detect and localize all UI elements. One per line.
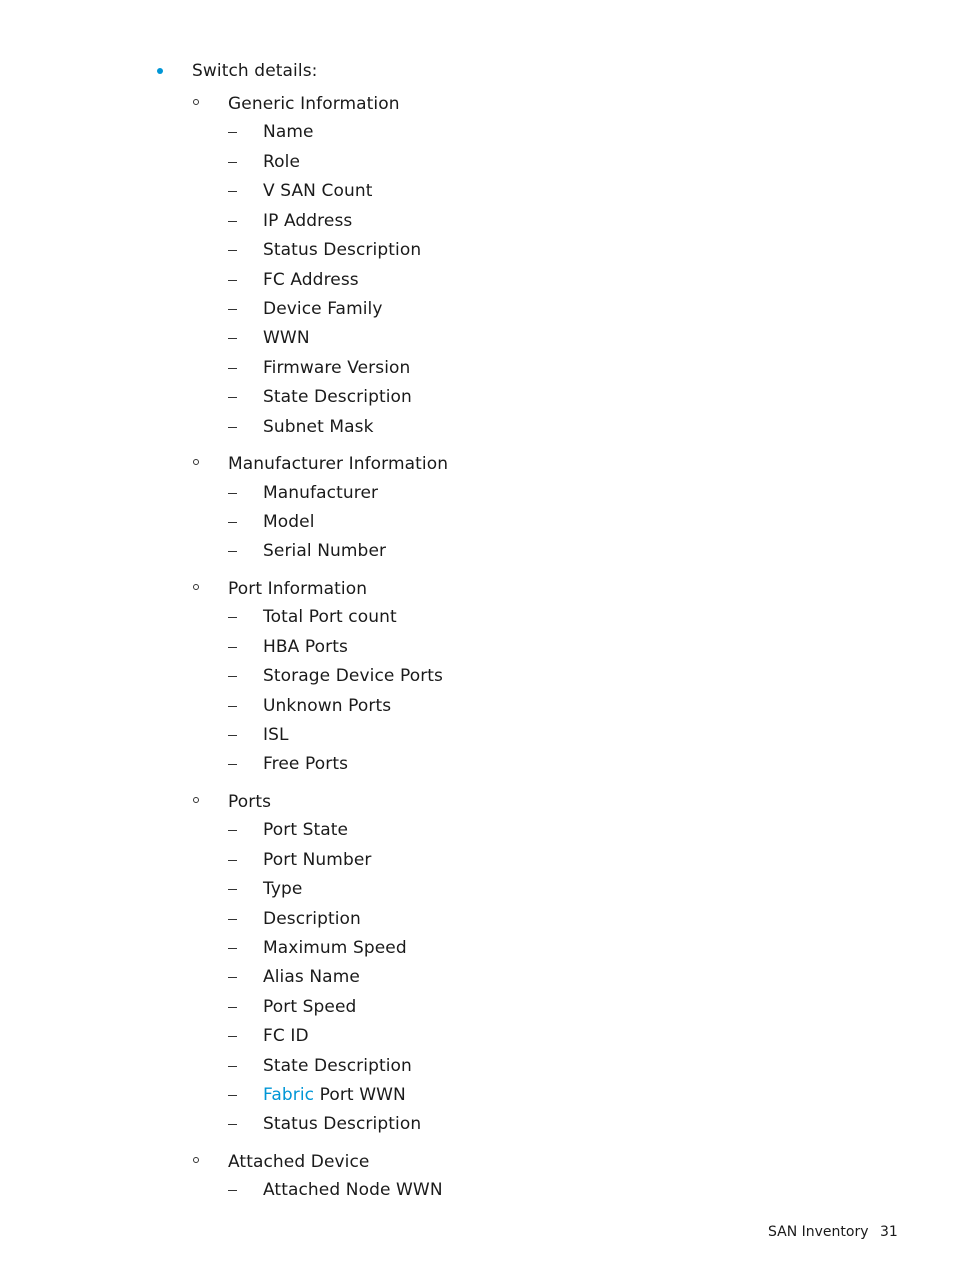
dash-icon <box>228 132 237 133</box>
list-item: Role <box>263 152 301 172</box>
footer-section-name: SAN Inventory <box>768 1224 869 1240</box>
dash-icon <box>228 647 237 648</box>
sub-bullet-icon <box>193 584 199 590</box>
dash-icon <box>228 830 237 831</box>
dash-icon <box>228 250 237 251</box>
dash-icon <box>228 427 237 428</box>
list-item: Serial Number <box>263 541 387 561</box>
sub-bullet-icon <box>193 99 199 105</box>
dash-icon <box>228 397 237 398</box>
dash-icon <box>228 1190 237 1191</box>
dash-icon <box>228 280 237 281</box>
dash-icon <box>228 977 237 978</box>
dash-icon <box>228 860 237 861</box>
group-title-generic-information: Generic Information <box>228 94 400 114</box>
list-item: V SAN Count <box>263 181 373 201</box>
dash-icon <box>228 493 237 494</box>
list-item: WWN <box>263 328 310 348</box>
list-item: Firmware Version <box>263 358 411 378</box>
dash-icon <box>228 522 237 523</box>
dash-icon <box>228 617 237 618</box>
list-item: Port Number <box>263 850 372 870</box>
list-item: HBA Ports <box>263 637 348 657</box>
group-title-manufacturer-information: Manufacturer Information <box>228 454 449 474</box>
dash-icon <box>228 764 237 765</box>
list-item: FC Address <box>263 270 359 290</box>
list-item: Storage Device Ports <box>263 666 444 686</box>
list-item: Name <box>263 122 314 142</box>
dash-icon <box>228 1124 237 1125</box>
sub-bullet-icon <box>193 1157 199 1163</box>
group-title-port-information: Port Information <box>228 579 368 599</box>
dash-icon <box>228 1007 237 1008</box>
dash-icon <box>228 338 237 339</box>
dash-icon <box>228 676 237 677</box>
bullet-icon <box>157 68 163 74</box>
dash-icon <box>228 162 237 163</box>
list-item: Device Family <box>263 299 383 319</box>
list-item: Subnet Mask <box>263 417 374 437</box>
dash-icon <box>228 551 237 552</box>
fabric-port-wwn-rest: Port WWN <box>314 1085 406 1105</box>
dash-icon <box>228 706 237 707</box>
dash-icon <box>228 309 237 310</box>
list-item: ISL <box>263 725 289 745</box>
dash-icon <box>228 919 237 920</box>
list-item: Port State <box>263 820 349 840</box>
sub-bullet-icon <box>193 459 199 465</box>
list-item: Model <box>263 512 315 532</box>
list-item: Type <box>263 879 303 899</box>
dash-icon <box>228 1036 237 1037</box>
list-item: Total Port count <box>263 607 397 627</box>
dash-icon <box>228 1095 237 1096</box>
footer-page-number: 31 <box>880 1224 898 1240</box>
dash-icon <box>228 221 237 222</box>
section-title: Switch details: <box>192 61 318 81</box>
dash-icon <box>228 948 237 949</box>
list-item: Status Description <box>263 1114 422 1134</box>
list-item: Free Ports <box>263 754 349 774</box>
list-item: Alias Name <box>263 967 360 987</box>
list-item: FC ID <box>263 1026 309 1046</box>
list-item-fabric-port-wwn <box>263 1085 406 1105</box>
dash-icon <box>228 889 237 890</box>
list-item: State Description <box>263 1056 412 1076</box>
list-item: State Description <box>263 387 412 407</box>
list-item: IP Address <box>263 211 353 231</box>
fabric-link[interactable]: Fabric <box>263 1085 315 1105</box>
dash-icon <box>228 368 237 369</box>
list-item: Description <box>263 909 361 929</box>
sub-bullet-icon <box>193 797 199 803</box>
dash-icon <box>228 191 237 192</box>
list-item: Status Description <box>263 240 422 260</box>
list-item: Unknown Ports <box>263 696 392 716</box>
list-item: Maximum Speed <box>263 938 407 958</box>
dash-icon <box>228 1066 237 1067</box>
list-item: Attached Node WWN <box>263 1180 443 1200</box>
list-item: Manufacturer <box>263 483 379 503</box>
group-title-attached-device: Attached Device <box>228 1152 370 1172</box>
dash-icon <box>228 735 237 736</box>
list-item: Port Speed <box>263 997 357 1017</box>
group-title-ports: Ports <box>228 792 272 812</box>
